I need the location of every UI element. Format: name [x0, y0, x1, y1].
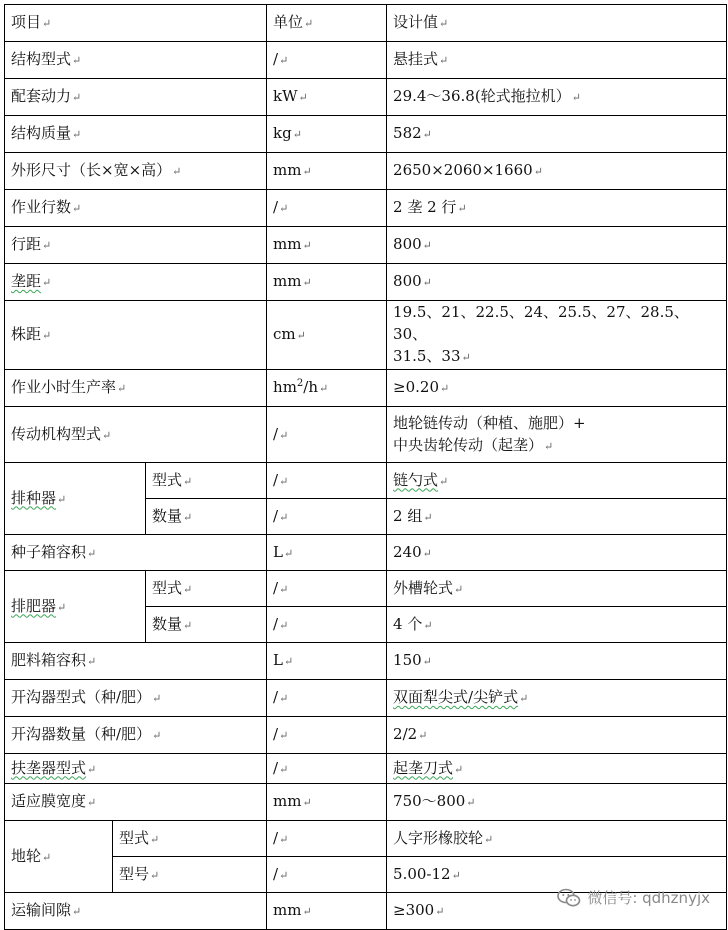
row-unit: kg↵: [267, 116, 387, 153]
row-value: ≥300↵: [387, 893, 727, 930]
table-row: [5, 407, 727, 463]
row-unit: mm↵: [267, 153, 387, 190]
row-unit: /↵: [267, 680, 387, 717]
table-row: [5, 717, 727, 754]
row-unit: L↵: [267, 535, 387, 571]
row-unit: /↵: [267, 499, 387, 535]
row-item: 型式↵: [146, 571, 267, 607]
row-value: 外槽轮式↵: [387, 571, 727, 607]
table-row: [5, 821, 727, 857]
table-row: [5, 190, 727, 227]
row-value: 582↵: [387, 116, 727, 153]
row-item: 扶垄器型式↵: [5, 754, 267, 784]
row-value: 2 垄 2 行↵: [387, 190, 727, 227]
table-header-row: [5, 5, 727, 42]
row-unit: /↵: [267, 857, 387, 893]
row-value: 链勺式↵: [387, 463, 727, 499]
row-item: 型式↵: [146, 463, 267, 499]
row-item: 型号↵: [113, 857, 267, 893]
table-row: [5, 301, 727, 370]
row-value: 2650×2060×1660↵: [387, 153, 727, 190]
row-item: 型式↵: [113, 821, 267, 857]
table-row: [5, 535, 727, 571]
row-unit: /↵: [267, 42, 387, 79]
table-row: [5, 784, 727, 821]
row-unit: /↵: [267, 571, 387, 607]
row-unit: /↵: [267, 463, 387, 499]
row-value: 750～800↵: [387, 784, 727, 821]
watermark-text: 微信号: qdhznyjx: [587, 889, 710, 907]
row-unit: /↵: [267, 821, 387, 857]
table-row: [5, 79, 727, 116]
row-unit: mm↵: [267, 784, 387, 821]
row-value: 地轮链传动（种植、施肥）+ 中央齿轮传动（起垄）↵: [387, 407, 727, 463]
row-item: 开沟器数量（种/肥）↵: [5, 717, 267, 754]
row-value: 800↵: [387, 227, 727, 264]
row-item: 结构型式↵: [5, 42, 267, 79]
row-item: 作业小时生产率↵: [5, 370, 267, 407]
row-value: ≥0.20↵: [387, 370, 727, 407]
row-item: 运输间隙↵: [5, 893, 267, 930]
row-unit: mm↵: [267, 264, 387, 301]
row-value: 起垄刀式↵: [387, 754, 727, 784]
row-unit: kW↵: [267, 79, 387, 116]
table-row: [5, 370, 727, 407]
row-value: 人字形橡胶轮↵: [387, 821, 727, 857]
table-row: [5, 571, 727, 607]
spec-table: [4, 4, 727, 930]
row-value: 2/2↵: [387, 717, 727, 754]
row-item: 行距↵: [5, 227, 267, 264]
row-value: 800↵: [387, 264, 727, 301]
row-value: 5.00-12↵: [387, 857, 727, 893]
row-unit: /↵: [267, 190, 387, 227]
table-row: [5, 463, 727, 499]
table-row: [5, 227, 727, 264]
row-item: 株距↵: [5, 301, 267, 370]
row-value: 双面犁尖式/尖铲式↵: [387, 680, 727, 717]
row-unit: /↵: [267, 717, 387, 754]
table-row: [5, 754, 727, 784]
header-item: 项目↵: [5, 5, 267, 42]
row-unit: $hm^2/h↵$: [267, 370, 387, 407]
header-value: 设计值↵: [387, 5, 727, 42]
row-item: 数量↵: [146, 607, 267, 643]
row-item: 肥料箱容积↵: [5, 643, 267, 680]
group-label: 排种器↵: [5, 463, 146, 535]
row-item: 结构质量↵: [5, 116, 267, 153]
row-value: 240↵: [387, 535, 727, 571]
row-value: 2 组↵: [387, 499, 727, 535]
group-label: 排肥器↵: [5, 571, 146, 643]
row-value: 4 个↵: [387, 607, 727, 643]
watermark: [557, 887, 710, 908]
row-unit: /↵: [267, 607, 387, 643]
row-unit: cm↵: [267, 301, 387, 370]
row-unit: mm↵: [267, 893, 387, 930]
row-item: 传动机构型式↵: [5, 407, 267, 463]
table-row: [5, 264, 727, 301]
row-value: 悬挂式↵: [387, 42, 727, 79]
row-item: 适应膜宽度↵: [5, 784, 267, 821]
row-item: 配套动力↵: [5, 79, 267, 116]
row-unit: /↵: [267, 407, 387, 463]
row-item: 数量↵: [146, 499, 267, 535]
table-row: [5, 116, 727, 153]
row-value: 19.5、21、22.5、24、25.5、27、28.5、30、 31.5、33↵: [387, 301, 727, 370]
row-value: 29.4～36.8(轮式拖拉机）↵: [387, 79, 727, 116]
row-item: 作业行数↵: [5, 190, 267, 227]
wechat-icon: [557, 888, 581, 908]
table-row: [5, 153, 727, 190]
row-unit: mm↵: [267, 227, 387, 264]
table-row: [5, 643, 727, 680]
table-row: [5, 680, 727, 717]
row-item: 垄距↵: [5, 264, 267, 301]
row-item: 外形尺寸（长×宽×高）↵: [5, 153, 267, 190]
header-unit: 单位↵: [267, 5, 387, 42]
group-label: 地轮↵: [5, 821, 113, 893]
table-row: [5, 42, 727, 79]
row-item: 开沟器型式（种/肥）↵: [5, 680, 267, 717]
row-item: 种子箱容积↵: [5, 535, 267, 571]
row-unit: L↵: [267, 643, 387, 680]
row-value: 150↵: [387, 643, 727, 680]
row-unit: /↵: [267, 754, 387, 784]
